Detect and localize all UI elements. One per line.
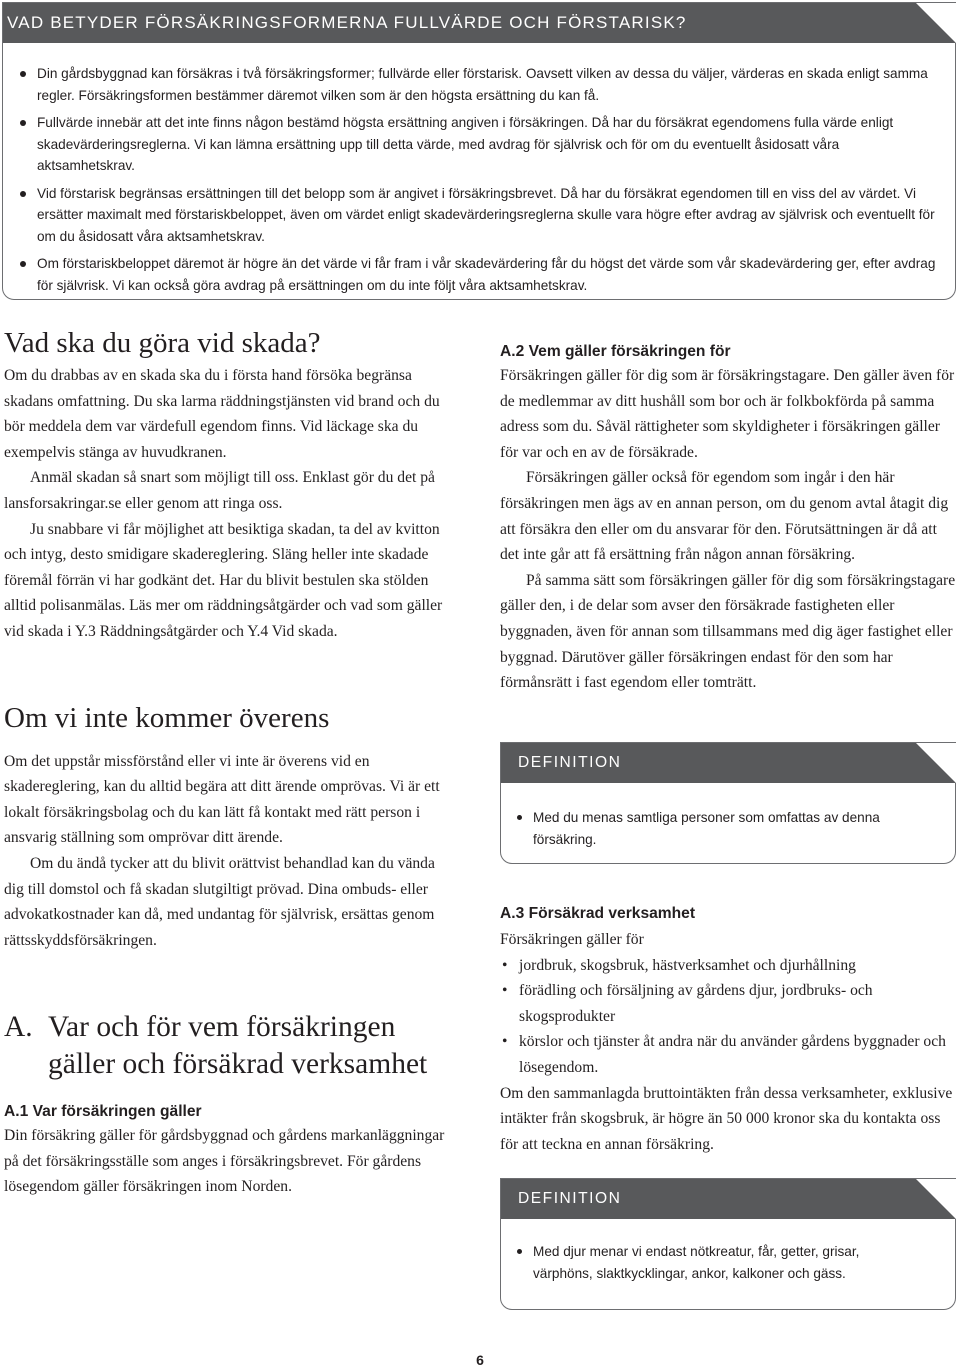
list-item: Fullvärde innebär att det inte finns någon bestämd högsta ersättning angiven i försäkringen. Då har du försäkrat egendomens fulla värde enligt skadevärderingsreglerna. Vi kan lämna ersättning upp till detta värde, med avdrag för självrisk och för om du eventuellt åsidosatt våra aktsamhetskrav. bbox=[19, 112, 939, 177]
chapter-heading bbox=[4, 1009, 454, 1083]
info-box bbox=[2, 2, 956, 300]
info-box-header bbox=[3, 3, 955, 43]
definition-list bbox=[501, 1241, 955, 1284]
list-item: • körslor och tjänster åt andra när du använder gårdens byggnader och lösegendom. bbox=[500, 1029, 958, 1080]
definition-header bbox=[501, 743, 955, 783]
paragraph: På samma sätt som försäkringen gäller för dig som försäkringstagare gäller den, i de delar som avser den försäkrade fastigheten eller byggnaden, även för annan som tillsammans med dig äger fastighet eller byggnad. Därutöver gäller försäkringen endast för den som har förmånsrätt i fast egendom eller tomträtt. bbox=[500, 571, 956, 692]
subsection-heading-a2 bbox=[500, 341, 958, 363]
page-number: 6 bbox=[476, 1352, 484, 1368]
chapter-title bbox=[4, 1009, 454, 1083]
subsection-code: A.2 bbox=[500, 343, 525, 360]
definition-box-djur bbox=[500, 1178, 956, 1310]
paragraph: Ju snabbare vi får möjlighet att besiktiga skadan, ta del av kvitton och intyg, desto smidigare skadereglering. Släng heller inte skadade föremål förrän vi har godkänt det. Har du blivit bestulen ska stölden alltid polisanmälas. Läs mer om räddningsåtgärder och vad som gäller vid skada i Y.3 Räddningsåtgärder och Y.4 Vid skada. bbox=[4, 520, 443, 640]
section-heading-skada: Vad ska du göra vid skada? bbox=[4, 327, 321, 359]
paragraph: Om det uppstår missförstånd eller vi inte är överens vid en skadereglering, kan du alltid begära att ditt ärende omprövas. Vi är ett lokalt försäkringsbolag och du kan lätt få kontakt med rätt person i ansvarig ställning som omprövar ditt ärende. bbox=[4, 752, 440, 847]
chapter-title-line: Var och för vem försäkringen bbox=[48, 1011, 396, 1044]
right-column-lower bbox=[500, 903, 958, 1157]
info-box-list bbox=[19, 63, 939, 302]
subsection-title: Försäkrad verksamhet bbox=[528, 905, 696, 922]
list-item: Med djur menar vi endast nötkreatur, får, getter, grisar, värphöns, slaktkycklingar, ankor, kalkoner och gäss. bbox=[501, 1241, 955, 1284]
list-item: • förädling och försäljning av gårdens djur, jordbruks- och skogsprodukter bbox=[500, 978, 958, 1029]
subsection-heading-a3 bbox=[500, 903, 958, 925]
paragraph: Om du drabbas av en skada ska du i första hand försöka begränsa skadans omfattning. Du ska larma räddningstjänsten vid brand och du bör meddela dem var värdefull egendom finns. Vid läckage ska du exempelvis stänga av huvudkranen. bbox=[4, 367, 440, 461]
paragraph: Anmäl skadan så snart som möjligt till oss. Enklast gör du det på lansforsakringar.se eller genom att ringa oss. bbox=[4, 469, 435, 512]
definition-title: DEFINITION bbox=[518, 1190, 622, 1207]
header-corner-cut bbox=[916, 1179, 956, 1219]
definition-title: DEFINITION bbox=[518, 754, 622, 771]
section-heading-overens: Om vi inte kommer överens bbox=[4, 701, 330, 734]
header-corner-cut bbox=[916, 3, 956, 43]
paragraph: Försäkringen gäller också för egendom som ingår i den här försäkringen men ägs av en annan person, om du genom avtal åtagit dig att försäkra den eller om du ansvarar för den. Förutsättningen är då att det inte går att få ersättning från någon annan försäkring. bbox=[500, 469, 949, 564]
activity-list bbox=[500, 953, 958, 1081]
chapter-title-line: gäller och försäkrad verksamhet bbox=[48, 1048, 428, 1081]
list-item: Vid förstarisk begränsas ersättningen till det belopp som är angivet i försäkringsbrevet. Då har du försäkrat egendomen till en viss del av värdet. Vi ersätter maximalt med förstariskbeloppet, även om värdet enligt skadevärderingsreglerna skulle vara högre efter avdrag av självrisk och eventuellt för om du åsidosatt våra aktsamhetskrav. bbox=[19, 183, 939, 248]
definition-header bbox=[501, 1179, 955, 1219]
subsection-title: Vem gäller försäkringen för bbox=[528, 343, 731, 360]
paragraph: Om du ändå tycker att du blivit orättvist behandlad kan du vända dig till domstol och få skadan slutgiltigt prövad. Dina ombuds- eller advokatkostnader kan då, med undantag för självrisk, ersättas genom rättsskyddsförsäkringen. bbox=[4, 854, 435, 949]
info-box-title: VAD BETYDER FÖRSÄKRINGSFORMERNA FULLVÄRDE OCH FÖRSTARISK? bbox=[7, 13, 687, 32]
header-corner-cut bbox=[916, 743, 956, 783]
list-item: Om förstariskbeloppet däremot är högre än det värde vi får fram i vår skadevärdering får du högst det värde som vår skadevärdering ger, efter avdrag för självrisk. Vi kan också göra avdrag på ersättningen om du inte följt våra aktsamhetskrav. bbox=[19, 253, 939, 296]
left-column bbox=[4, 320, 454, 1200]
list-item: • jordbruk, skogsbruk, hästverksamhet och djurhållning bbox=[500, 953, 958, 979]
subsection-heading-a1 bbox=[4, 1101, 454, 1123]
chapter-letter: A. bbox=[4, 1011, 33, 1044]
paragraph: Försäkringen gäller för bbox=[500, 931, 644, 948]
list-item: Med du menas samtliga personer som omfattas av denna försäkring. bbox=[501, 807, 955, 850]
paragraph: Försäkringen gäller för dig som är försäkringstagare. Den gäller även för de medlemmar av ditt hushåll som bor och är folkbokförda på samma adress som du. Såväl rättigheter som skyldigheter i försäkringen gäller för var och en av de försäkrade. bbox=[500, 367, 955, 461]
subsection-title: Var försäkringen gäller bbox=[32, 1103, 202, 1121]
subsection-code: A.3 bbox=[500, 905, 525, 922]
paragraph: Om den sammanlagda bruttointäkten från dessa verksamheter, exklusive intäkter från skogsbruk, är högre än 50 000 kronor ska du kontakta oss för att teckna en annan försäkring. bbox=[500, 1084, 953, 1153]
definition-list bbox=[501, 807, 955, 850]
subsection-code: A.1 bbox=[4, 1103, 29, 1121]
paragraph: Din försäkring gäller för gårdsbyggnad och gårdens markanläggningar på det försäkringsställe som anges i försäkringsbrevet. För gårdens lösegendom gäller försäkringen inom Norden. bbox=[4, 1127, 445, 1196]
right-column bbox=[500, 341, 958, 696]
definition-box-du bbox=[500, 742, 956, 864]
list-item: Din gårdsbyggnad kan försäkras i två försäkringsformer; fullvärde eller förstarisk. Oavsett vilken av dessa du väljer, värderas en skada enligt samma regler. Försäkringsformen bestämmer däremot vilken som är den högsta ersättning du kan få. bbox=[19, 63, 939, 106]
